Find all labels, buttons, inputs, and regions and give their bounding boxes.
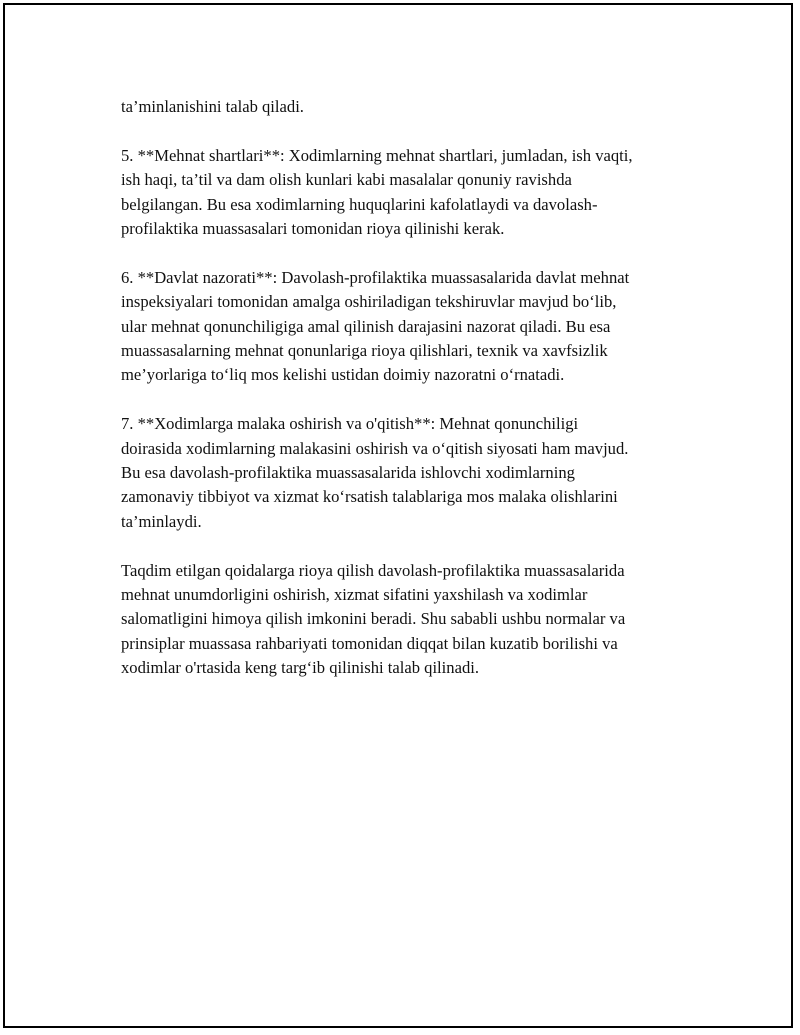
paragraph-conclusion: Taqdim etilgan qoidalarga rioya qilish davolash-profilaktika muassasalarida mehnat unumdorligini oshirish, xizmat sifatini yaxshilash va xodimlar salomatligini himoya qilish imkonini beradi. Shu sababli ushbu normalar va prinsiplar muassasa rahbariyati tomonidan diqqat bilan kuzatib borilishi va xodimlar o'rtasida keng targ‘ib qilinishi talab qilinadi. xyxy=(121,560,626,678)
document-page xyxy=(3,3,793,1028)
paragraph-mehnat-shartlari: 5. **Mehnat shartlari**: Xodimlarning mehnat shartlari, jumladan, ish vaqti, ish haqi, ta’til va dam olish kunlari kabi masalalar qonuniy ravishda belgilangan. Bu esa xodimlarning huquqlarini kafolatlaydi va davolash- profilaktika muassasalari tomonidan rioya qilinishi kerak. xyxy=(121,145,633,239)
document-body xyxy=(121,95,701,705)
paragraph-malaka-oshirish: 7. **Xodimlarga malaka oshirish va o'qitish**: Mehnat qonunchiligi doirasida xodimlarning malakasini oshirish va o‘qitish siyosati ham mavjud. Bu esa davolash-profilaktika muassasalarida ishlovchi xodimlarning zamonaviy tibbiyot va xizmat ko‘rsatish talablariga mos malaka olishlarini ta’minlaydi. xyxy=(121,414,629,531)
paragraph-continuation: ta’minlanishini talab qiladi. xyxy=(121,97,304,116)
paragraph-davlat-nazorati: 6. **Davlat nazorati**: Davolash-profilaktika muassasalarida davlat mehnat inspeksiyalari tomonidan amalga oshiriladigan tekshiruvlar mavjud bo‘lib, ular mehnat qonunchiligiga amal qilinish darajasini nazorat qiladi. Bu esa muassasalarning mehnat qonunlariga rioya qilishlari, texnik va xavfsizlik me’yorlariga to‘liq mos kelishi ustidan doimiy nazoratni o‘rnatadi. xyxy=(121,267,630,385)
